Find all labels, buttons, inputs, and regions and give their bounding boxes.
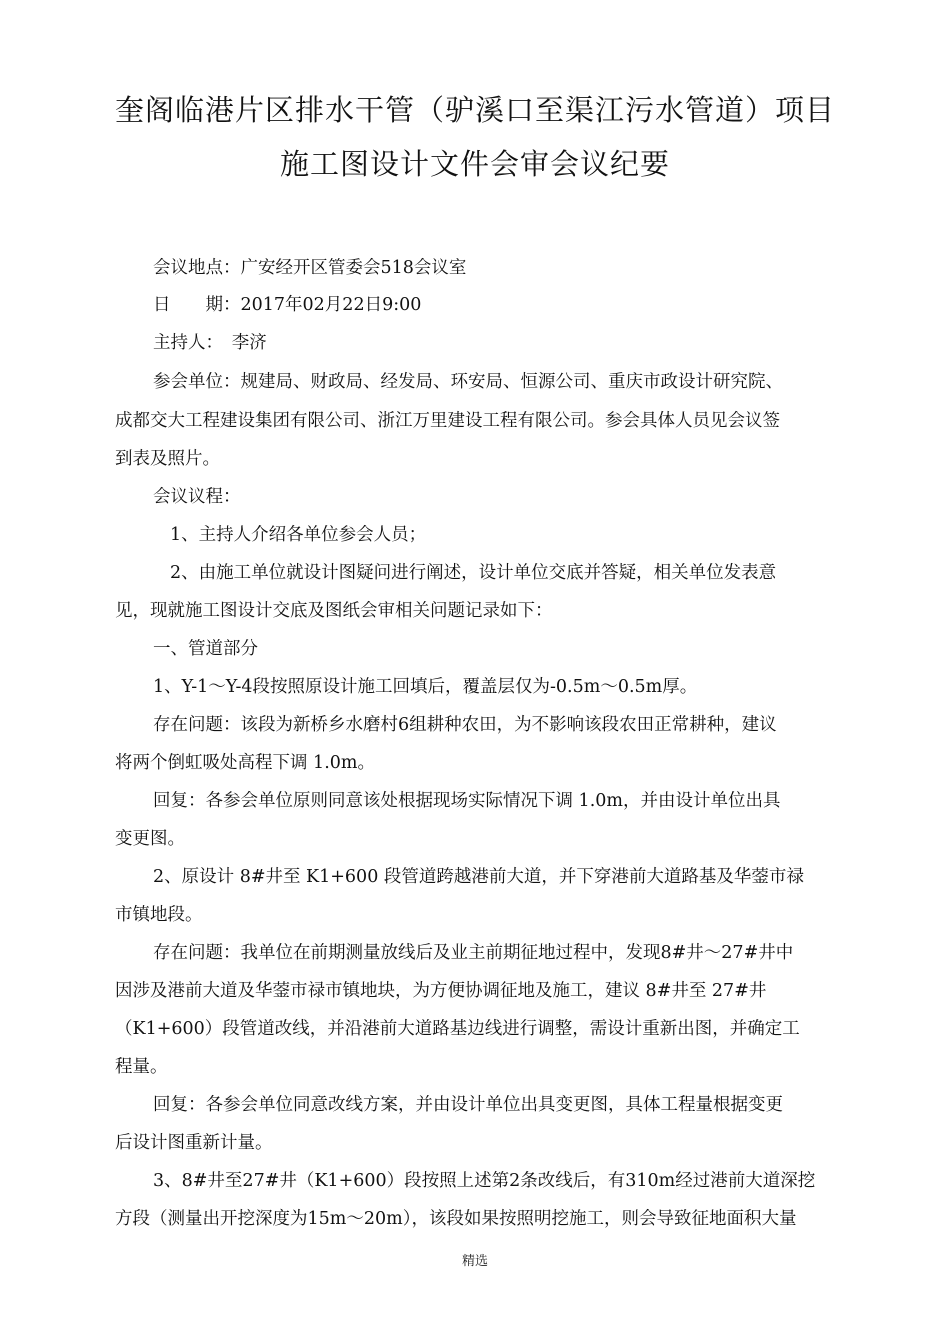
agenda-item-2-line-2: 见，现就施工图设计交底及图纸会审相关问题记录如下： — [115, 601, 553, 621]
agenda-item-1: 1、主持人介绍各单位参会人员； — [170, 525, 427, 545]
agenda-item-2-line-1: 2、由施工单位就设计图疑问进行阐述，设计单位交底并答疑，相关单位发表意 — [170, 563, 777, 583]
item-1-issue-line-2: 将两个倒虹吸处高程下调 1.0m。 — [115, 753, 375, 773]
page-footer: 精选 — [461, 1254, 488, 1269]
item-2-reply-line-1: 回复：各参会单位同意改线方案，并由设计单位出具变更图，具体工程量根据变更 — [153, 1095, 783, 1115]
meeting-date: 日 期：2017年02月22日9:00 — [153, 295, 422, 315]
document-title-line-2: 施工图设计文件会审会议纪要 — [279, 147, 670, 181]
item-2-issue-line-3: （K1+600）段管道改线，并沿港前大道路基边线进行调整，需设计重新出图，并确定工 — [115, 1019, 800, 1039]
attendees-line-2: 成都交大工程建设集团有限公司、浙江万里建设工程有限公司。参会具体人员见会议签 — [115, 411, 780, 431]
item-2-issue-line-2: 因涉及港前大道及华蓥市禄市镇地块，为方便协调征地及施工，建议 8#井至 27#井 — [115, 981, 767, 1001]
meeting-location: 会议地点：广安经开区管委会518会议室 — [153, 258, 467, 278]
item-2-line-1: 2、原设计 8#井至 K1+600 段管道跨越港前大道，并下穿港前大道路基及华蓥市禄 — [153, 867, 804, 887]
item-3-line-2: 方段（测量出开挖深度为15m～20m），该段如果按照明挖施工，则会导致征地面积大量 — [115, 1209, 797, 1229]
agenda-heading: 会议议程： — [153, 487, 241, 507]
item-1-reply-line-2: 变更图。 — [115, 829, 185, 849]
item-2-issue-line-1: 存在问题：我单位在前期测量放线后及业主前期征地过程中，发现8#井～27#井中 — [153, 943, 794, 963]
item-1-issue-line-1: 存在问题：该段为新桥乡水磨村6组耕种农田，为不影响该段农田正常耕种，建议 — [153, 715, 777, 735]
attendees-line-3: 到表及照片。 — [115, 449, 220, 469]
item-1: 1、Y-1～Y-4段按照原设计施工回填后，覆盖层仅为-0.5m～0.5m厚。 — [153, 677, 698, 697]
item-1-reply-line-1: 回复：各参会单位原则同意该处根据现场实际情况下调 1.0m，并由设计单位出具 — [153, 791, 781, 811]
document-title-line-1: 奎阁临港片区排水干管（驴溪口至渠江污水管道）项目 — [114, 93, 835, 127]
item-3-line-1: 3、8#井至27#井（K1+600）段按照上述第2条改线后，有310m经过港前大道深挖 — [153, 1171, 816, 1191]
item-2-issue-line-4: 程量。 — [115, 1057, 168, 1077]
section-heading-pipeline: 一、管道部分 — [153, 639, 258, 659]
item-2-reply-line-2: 后设计图重新计量。 — [115, 1133, 273, 1153]
attendees-line-1: 参会单位：规建局、财政局、经发局、环安局、恒源公司、重庆市政设计研究院、 — [153, 372, 783, 392]
item-2-line-2: 市镇地段。 — [115, 905, 203, 925]
meeting-host: 主持人： 李济 — [153, 333, 267, 353]
